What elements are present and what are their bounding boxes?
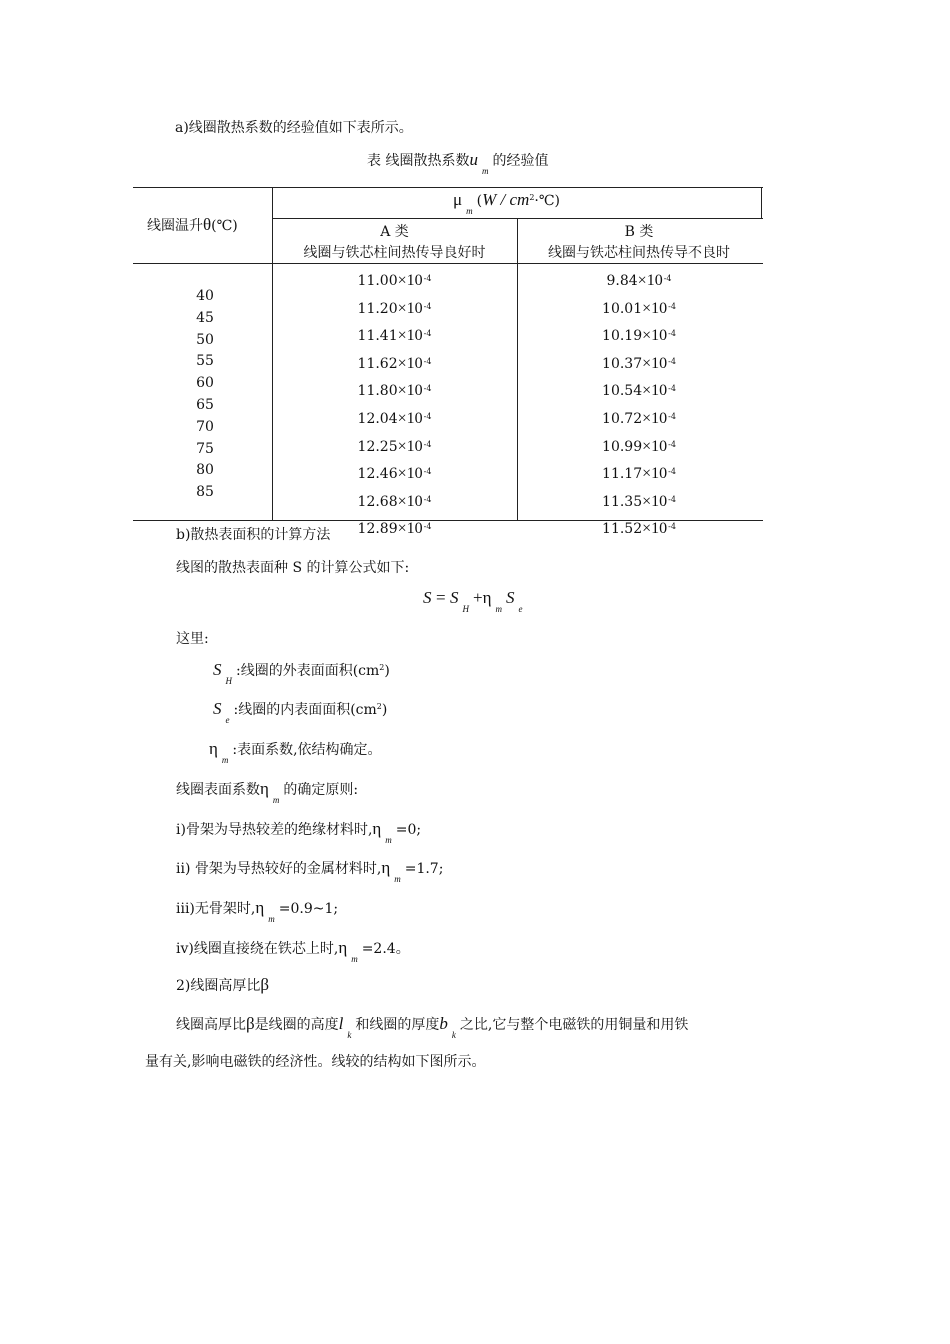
exponent: -4 [668, 522, 676, 532]
col-b-value-row [517, 434, 761, 462]
times-ten: ×10 [397, 272, 423, 289]
times-ten: ×10 [637, 272, 663, 289]
col-b-value-row [517, 378, 761, 406]
col-b-value: 10.72 [602, 410, 643, 427]
col-a-value-row [272, 434, 517, 462]
col-a-value-row [272, 323, 517, 351]
def-eta [209, 739, 382, 765]
col-a-value-row [272, 406, 517, 434]
col-a-value-row [272, 461, 517, 489]
col-b-value: 10.19 [602, 328, 643, 345]
times-ten: ×10 [642, 409, 668, 427]
section-b: b)散热表面积的计算方法 [176, 527, 331, 543]
col-b-value-row [517, 323, 761, 351]
temp-row: 70 [196, 418, 214, 435]
rule-i-eta: η [372, 819, 382, 838]
rule-iii-sub: m [268, 914, 275, 924]
para-beta: β [246, 1014, 255, 1033]
col-a-value-row [272, 378, 517, 406]
col-b-value: 10.99 [602, 438, 643, 455]
principle-suffix: 的确定原则: [283, 782, 359, 798]
col-a-title: A 类 [380, 224, 409, 240]
table-title-symbol: u [469, 150, 478, 169]
paragraph-line-2: 量有关,影响电磁铁的经济性。线较的结构如下图所示。 [145, 1054, 486, 1070]
exponent: -4 [668, 329, 676, 339]
rule-i-sub: m [385, 835, 392, 845]
exponent: -4 [423, 494, 432, 504]
rule-iii-eta: η [255, 898, 265, 917]
times-ten: ×10 [642, 382, 668, 400]
col-a-values [272, 268, 517, 544]
para-l: l [338, 1014, 344, 1033]
section-2 [176, 975, 269, 995]
def-eta-sub: m [221, 755, 229, 765]
times-ten: ×10 [642, 327, 668, 345]
exponent: -4 [423, 411, 432, 421]
col1-header-unit: (℃) [211, 218, 238, 234]
col-b-value: 9.84 [606, 273, 638, 289]
mu-sub: m [466, 206, 473, 216]
exponent: -4 [668, 301, 676, 311]
para-k1: k [347, 1030, 352, 1040]
times-ten: ×10 [397, 437, 423, 455]
formula [423, 588, 526, 614]
para-part2: 是线圈的高度 [254, 1017, 339, 1033]
mu-unit-sup: 2 [529, 193, 535, 202]
table-top-rule [133, 187, 763, 188]
col-a-value: 12.89 [357, 521, 398, 538]
def-se-close: ) [381, 702, 388, 718]
col-a-value-row [272, 489, 517, 517]
temp-row: 50 [196, 331, 214, 348]
temperature-list [180, 286, 230, 504]
def-sh-sup: 2 [379, 663, 385, 672]
formula-se: S [505, 588, 515, 607]
col1-header [147, 215, 238, 235]
rule-iv-eta: η [338, 938, 348, 957]
def-sh-sub: H [225, 676, 232, 686]
section-2-beta: β [260, 975, 270, 994]
times-ten: ×10 [397, 299, 423, 317]
para-part1: 线圈高厚比 [176, 1017, 246, 1033]
formula-m: m [495, 604, 502, 614]
col-b-value-row [517, 268, 761, 296]
col-a-value: 12.46 [357, 466, 398, 483]
principle-eta: η [260, 779, 269, 798]
formula-e: e [518, 604, 523, 614]
col-b-value-row [517, 351, 761, 379]
para-part4: 之比,它与整个电磁铁的用铜量和用铁 [459, 1017, 689, 1033]
col-b-value: 11.35 [602, 493, 643, 510]
table-title-suffix: 的经验值 [492, 153, 549, 169]
times-ten: ×10 [397, 409, 423, 427]
mu-symbol: μ [453, 190, 463, 209]
mu-unit-close: ·℃) [534, 193, 560, 209]
times-ten: ×10 [642, 492, 668, 510]
rule-iii [176, 898, 339, 924]
formula-h: H [462, 604, 469, 614]
times-ten: ×10 [397, 354, 423, 372]
rule-i-text: i)骨架为导热较差的绝缘材料时, [176, 822, 373, 838]
exponent: -4 [423, 274, 432, 283]
times-ten: ×10 [642, 354, 668, 372]
rule-iii-val: =0.9~1; [278, 901, 339, 917]
times-ten: ×10 [642, 299, 668, 317]
col-b-value-row [517, 461, 761, 489]
para-b: b [439, 1014, 448, 1033]
mu-unit-w: W / cm [482, 190, 530, 209]
exponent: -4 [423, 356, 432, 366]
temp-row: 75 [196, 440, 214, 457]
times-ten: ×10 [642, 465, 668, 483]
here-label: 这里: [176, 631, 209, 647]
rule-i [176, 819, 422, 845]
times-ten: ×10 [397, 520, 423, 538]
temp-row: 80 [196, 462, 214, 479]
exponent: -4 [668, 494, 676, 504]
col-a-desc: 线圈与铁芯柱间热传导良好时 [303, 245, 486, 261]
col-a-value: 12.25 [357, 438, 398, 455]
col-b-value-row [517, 296, 761, 324]
col-a-value: 11.62 [357, 355, 398, 372]
rule-i-val: =0; [395, 822, 422, 838]
section-2-prefix: 2)线圈高厚比 [176, 978, 261, 994]
rule-iv-sub: m [351, 954, 358, 964]
temp-row: 65 [196, 396, 214, 413]
col-b-value-row [517, 406, 761, 434]
times-ten: ×10 [642, 437, 668, 455]
exponent: -4 [423, 329, 432, 339]
def-se-sub: e [225, 715, 230, 725]
theta-symbol: θ [203, 215, 212, 234]
principle-sub: m [272, 795, 280, 805]
mu-unit-open: ( [476, 193, 483, 209]
paragraph-line-1 [176, 1014, 689, 1040]
col-a-value: 11.20 [357, 300, 398, 317]
formula-eq: = [435, 588, 446, 607]
exponent: -4 [423, 301, 432, 311]
col-a-value-row [272, 351, 517, 379]
times-ten: ×10 [642, 520, 668, 538]
times-ten: ×10 [397, 492, 423, 510]
def-eta-sym: η [209, 739, 218, 758]
def-se-sym: S [213, 699, 222, 718]
exponent: -4 [668, 411, 676, 421]
exponent: -4 [423, 384, 432, 394]
col-b-value: 11.17 [602, 466, 643, 483]
col-b-value: 11.52 [602, 521, 643, 538]
exponent: -4 [423, 439, 432, 449]
formula-eta: η [482, 588, 492, 607]
def-eta-text: :表面系数,依结构确定。 [232, 742, 382, 758]
table-title [367, 150, 549, 176]
table-header-rule [133, 263, 763, 264]
times-ten: ×10 [397, 327, 423, 345]
col-b-desc: 线圈与铁芯柱间热传导不良时 [548, 245, 730, 261]
rule-iii-text: iii)无骨架时, [176, 901, 256, 917]
rule-iv-val: =2.4。 [361, 941, 410, 957]
temp-row: 45 [196, 309, 214, 326]
col-b-value-row [517, 489, 761, 517]
exponent: -4 [668, 384, 676, 394]
def-sh-close: ) [384, 663, 390, 679]
def-sh [213, 660, 390, 686]
exponent: -4 [423, 467, 432, 477]
col-a-value: 12.68 [357, 493, 398, 510]
mu-header [453, 190, 560, 216]
col-b-title: B 类 [624, 224, 654, 240]
rule-ii-text: ii) 骨架为导热较好的金属材料时, [176, 861, 382, 877]
temp-row: 55 [196, 353, 214, 370]
table-title-sub: m [481, 166, 489, 176]
formula-s: S [423, 588, 432, 607]
para-part3: 和线圈的厚度 [355, 1017, 440, 1033]
rule-iv [176, 938, 410, 964]
col-a-value: 11.00 [357, 273, 398, 289]
principle-prefix: 线圈表面系数 [176, 782, 260, 798]
temp-row: 40 [196, 288, 214, 304]
col-a-value: 12.04 [357, 410, 398, 427]
formula-plus: + [473, 588, 483, 607]
def-sh-text: :线圈的外表面面积(cm [236, 663, 380, 679]
para-k2: k [451, 1030, 456, 1040]
col-a-value: 11.41 [357, 328, 398, 345]
temp-row: 85 [196, 484, 214, 501]
col-b-value: 10.37 [602, 355, 643, 372]
temp-row: 60 [196, 375, 214, 392]
formula-intro: 线图的散热表面种 S 的计算公式如下: [176, 560, 410, 576]
times-ten: ×10 [397, 465, 423, 483]
principle-heading [176, 779, 359, 805]
exponent: -4 [423, 522, 432, 532]
exponent: -4 [663, 274, 672, 283]
def-sh-sym: S [213, 660, 222, 679]
col-b-value: 10.54 [602, 383, 643, 400]
exponent: -4 [668, 356, 676, 366]
rule-ii-sub: m [394, 874, 401, 884]
rule-ii-val: =1.7; [404, 861, 444, 877]
exponent: -4 [668, 467, 676, 477]
col-a-value-row [272, 268, 517, 296]
table-title-prefix: 表 线圈散热系数 [367, 153, 470, 169]
col-b-value: 10.01 [602, 300, 643, 317]
formula-sh: S [450, 588, 459, 607]
col-a-value: 11.80 [357, 383, 398, 400]
def-se-sup: 2 [376, 702, 382, 711]
def-se-text: :线圈的内表面面积(cm [233, 702, 377, 718]
col-b-value-row [517, 516, 761, 544]
rule-ii [176, 858, 444, 884]
col-a-value-row [272, 296, 517, 324]
table-right-edge [761, 187, 762, 218]
intro-a: a)线圈散热系数的经验值如下表所示。 [175, 120, 413, 136]
rule-ii-eta: η [381, 858, 391, 877]
exponent: -4 [668, 439, 676, 449]
col-b-values [517, 268, 761, 544]
def-se [213, 699, 388, 725]
col1-header-prefix: 线圈温升 [147, 218, 203, 234]
rule-iv-text: iv)线圈直接绕在铁芯上时, [176, 941, 339, 957]
times-ten: ×10 [397, 382, 423, 400]
